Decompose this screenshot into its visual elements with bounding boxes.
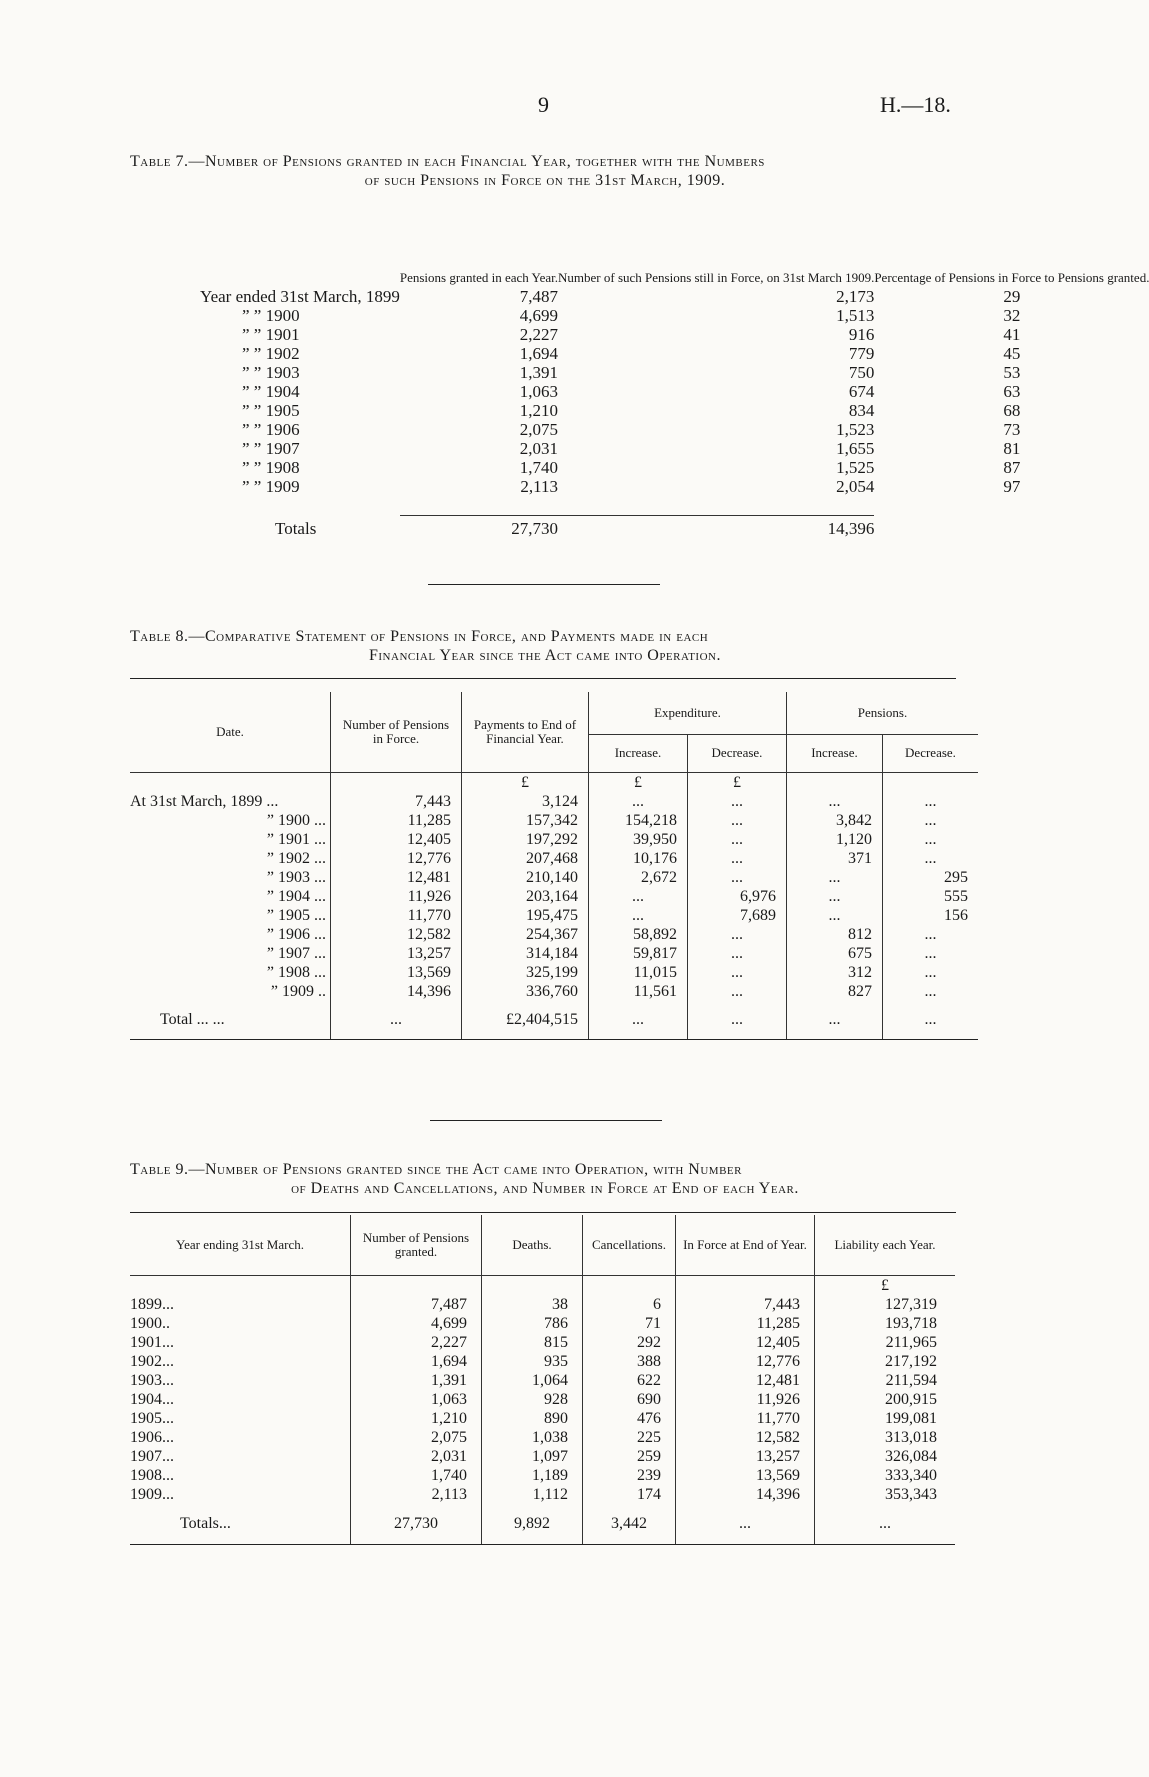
table7-row bbox=[200, 439, 1149, 458]
table8-exp-inc: ... bbox=[589, 792, 688, 811]
divider-rule bbox=[430, 1120, 662, 1121]
table8-exp-inc: 2,672 bbox=[589, 868, 688, 887]
table7-percentage: 97 bbox=[1003, 477, 1021, 496]
table7-year-label: Year ended 31st March, 1899 bbox=[200, 287, 400, 306]
table9-deaths: 786 bbox=[482, 1314, 583, 1333]
table7-percentage: 29 bbox=[1003, 287, 1021, 306]
table9-year: 1906... bbox=[130, 1428, 351, 1447]
table9-header-year: Year ending 31st March. bbox=[130, 1215, 351, 1276]
table8-exp-inc: 59,817 bbox=[589, 944, 688, 963]
table8-top-rule bbox=[130, 678, 956, 679]
table7-in-force: 916 bbox=[848, 325, 875, 344]
table8-pen-dec: ... bbox=[924, 926, 937, 943]
table9-year: 1909... bbox=[130, 1485, 351, 1504]
table9-liability: 127,319 bbox=[885, 1296, 937, 1313]
table7-row bbox=[200, 287, 1149, 306]
table8-exp-dec: ... bbox=[688, 925, 787, 944]
table7-year-label: ” ” 1903 bbox=[242, 363, 300, 382]
table8-date: ” 1902 ... bbox=[130, 849, 331, 868]
table9-year: 1908... bbox=[130, 1466, 351, 1485]
table9-totals-row bbox=[130, 1504, 955, 1544]
table9-totals-liability: ... bbox=[815, 1504, 956, 1544]
table8-row bbox=[130, 963, 978, 982]
table8-date: ” 1900 ... bbox=[130, 811, 331, 830]
table9-liability: 313,018 bbox=[885, 1429, 937, 1446]
table7-in-force: 1,655 bbox=[836, 439, 875, 458]
table8-pen-inc: ... bbox=[787, 906, 883, 925]
table9-in-force: 11,285 bbox=[676, 1314, 815, 1333]
table9-row bbox=[130, 1428, 955, 1447]
table8-row bbox=[130, 792, 978, 811]
table8-caption bbox=[130, 627, 960, 665]
table7-percentage: 63 bbox=[1003, 382, 1021, 401]
table9-cancellations: 292 bbox=[583, 1333, 676, 1352]
table9-year: 1901... bbox=[130, 1333, 351, 1352]
table8-header-pensions: Pensions. bbox=[787, 692, 979, 734]
table9-liability: 200,915 bbox=[885, 1391, 937, 1408]
table8-payments: 195,475 bbox=[462, 906, 589, 925]
table8-exp-dec: ... bbox=[688, 792, 787, 811]
table8-exp-dec: 7,689 bbox=[688, 906, 787, 925]
table8-row bbox=[130, 925, 978, 944]
table8-total-payments: £2,404,515 bbox=[462, 1001, 589, 1039]
table8-row bbox=[130, 887, 978, 906]
table7-row bbox=[200, 477, 1149, 496]
table9-liability: 211,965 bbox=[885, 1334, 937, 1351]
table8-payments: 210,140 bbox=[462, 868, 589, 887]
table8-exp-dec: ... bbox=[688, 830, 787, 849]
table9-granted: 1,063 bbox=[351, 1390, 482, 1409]
table8-payments: 254,367 bbox=[462, 925, 589, 944]
table7-caption-line2: of such Pensions in Force on the 31st March, 1909. bbox=[364, 172, 726, 189]
table8-row bbox=[130, 830, 978, 849]
table7-year-label: ” ” 1906 bbox=[242, 420, 300, 439]
table9-deaths: 815 bbox=[482, 1333, 583, 1352]
table9-cancellations: 239 bbox=[583, 1466, 676, 1485]
table8-number: 13,569 bbox=[331, 963, 462, 982]
table8-exp-inc: 11,561 bbox=[589, 982, 688, 1001]
document-reference: H.—18. bbox=[880, 92, 951, 117]
table7-in-force: 779 bbox=[848, 344, 875, 363]
table9-header-liability: Liability each Year. bbox=[815, 1215, 956, 1276]
table8-payments: 336,760 bbox=[462, 982, 589, 1001]
table9-in-force: 11,926 bbox=[676, 1390, 815, 1409]
table8-pen-inc: 1,120 bbox=[787, 830, 883, 849]
table7-header-percentage: Percentage of Pensions in Force to Pensions granted. bbox=[874, 270, 1149, 285]
table9-in-force: 12,481 bbox=[676, 1371, 815, 1390]
table9-liability: 193,718 bbox=[885, 1315, 937, 1332]
table7-percentage: 32 bbox=[1003, 306, 1021, 325]
table8-pen-dec: ... bbox=[924, 850, 937, 867]
table9-totals-in-force: ... bbox=[676, 1504, 815, 1544]
table7-percentage: 68 bbox=[1003, 401, 1021, 420]
table9-granted: 2,075 bbox=[351, 1428, 482, 1447]
table7-percentage: 87 bbox=[1003, 458, 1021, 477]
table9-cancellations: 6 bbox=[583, 1295, 676, 1314]
table9-year: 1899... bbox=[130, 1295, 351, 1314]
page-number: 9 bbox=[538, 92, 549, 117]
table8-exp-inc: 10,176 bbox=[589, 849, 688, 868]
table9-row bbox=[130, 1371, 955, 1390]
table7-year-label: ” ” 1907 bbox=[242, 439, 300, 458]
table9-in-force: 7,443 bbox=[676, 1295, 815, 1314]
table9-cancellations: 388 bbox=[583, 1352, 676, 1371]
table8-row bbox=[130, 849, 978, 868]
table7-percentage: 53 bbox=[1003, 363, 1021, 382]
table8-number: 12,776 bbox=[331, 849, 462, 868]
table8-exp-dec: 6,976 bbox=[688, 887, 787, 906]
table9 bbox=[130, 1215, 955, 1545]
table9-deaths: 38 bbox=[482, 1295, 583, 1314]
table9-deaths: 1,064 bbox=[482, 1371, 583, 1390]
table8-exp-inc: 154,218 bbox=[589, 811, 688, 830]
table7-caption-line1: Table 7.—Number of Pensions granted in each Financial Year, together with the Numbers bbox=[130, 153, 765, 170]
table9-cancellations: 174 bbox=[583, 1485, 676, 1504]
table9-liability: 211,594 bbox=[885, 1372, 937, 1389]
table9-deaths: 928 bbox=[482, 1390, 583, 1409]
table7-in-force: 674 bbox=[848, 382, 875, 401]
table8-header-pen-increase: Increase. bbox=[787, 734, 883, 772]
table7-granted: 2,031 bbox=[519, 439, 559, 458]
table9-deaths: 1,038 bbox=[482, 1428, 583, 1447]
table8-total-row bbox=[130, 1001, 978, 1039]
table8-exp-inc: ... bbox=[589, 887, 688, 906]
table9-cancellations: 690 bbox=[583, 1390, 676, 1409]
table9-year: 1905... bbox=[130, 1409, 351, 1428]
table8-number: 14,396 bbox=[331, 982, 462, 1001]
table9-caption bbox=[130, 1160, 960, 1198]
table9-granted: 7,487 bbox=[351, 1295, 482, 1314]
table7-year-label: ” ” 1908 bbox=[242, 458, 300, 477]
table7-granted: 2,227 bbox=[519, 325, 559, 344]
table8-date: ” 1901 ... bbox=[130, 830, 331, 849]
table8-exp-dec: ... bbox=[688, 944, 787, 963]
table8-pen-inc: 675 bbox=[787, 944, 883, 963]
table8-unit-exp-dec: £ bbox=[688, 772, 787, 792]
table8-payments: 203,164 bbox=[462, 887, 589, 906]
table7-in-force: 750 bbox=[848, 363, 875, 382]
table7-granted: 1,210 bbox=[519, 401, 559, 420]
table9-totals-granted: 27,730 bbox=[351, 1504, 482, 1544]
table7-row bbox=[200, 458, 1149, 477]
table8-number: 12,582 bbox=[331, 925, 462, 944]
table9-granted: 1,694 bbox=[351, 1352, 482, 1371]
table8-caption-line1: Table 8.—Comparative Statement of Pensions in Force, and Payments made in each bbox=[130, 628, 709, 645]
table9-deaths: 1,097 bbox=[482, 1447, 583, 1466]
table8-payments: 197,292 bbox=[462, 830, 589, 849]
table7-percentage: 45 bbox=[1003, 344, 1021, 363]
table9-liability: 326,084 bbox=[885, 1448, 937, 1465]
table9-totals-year: Totals... bbox=[130, 1504, 351, 1544]
table9-deaths: 935 bbox=[482, 1352, 583, 1371]
table9-granted: 4,699 bbox=[351, 1314, 482, 1333]
table8-pen-dec: 156 bbox=[944, 907, 968, 924]
table9-caption-line2: of Deaths and Cancellations, and Number in Force at End of each Year. bbox=[291, 1180, 799, 1197]
table7-caption bbox=[130, 152, 960, 190]
table8-pen-dec: 295 bbox=[944, 869, 968, 886]
table8-exp-dec: ... bbox=[688, 849, 787, 868]
table9-year: 1903... bbox=[130, 1371, 351, 1390]
table8-pen-dec: ... bbox=[924, 812, 937, 829]
table9-cancellations: 259 bbox=[583, 1447, 676, 1466]
table9-top-rule bbox=[130, 1212, 956, 1213]
table7-year-label: ” ” 1902 bbox=[242, 344, 300, 363]
table9-year: 1900.. bbox=[130, 1314, 351, 1333]
table9-in-force: 13,569 bbox=[676, 1466, 815, 1485]
table7-row bbox=[200, 420, 1149, 439]
table9-cancellations: 225 bbox=[583, 1428, 676, 1447]
table8-header-exp-decrease: Decrease. bbox=[688, 734, 787, 772]
table9-row bbox=[130, 1390, 955, 1409]
table8-date: ” 1909 .. bbox=[130, 982, 331, 1001]
table7-in-force: 1,525 bbox=[836, 458, 875, 477]
table7-totals-label: Totals bbox=[275, 519, 317, 538]
table9-granted: 1,391 bbox=[351, 1371, 482, 1390]
table9-cancellations: 476 bbox=[583, 1409, 676, 1428]
table8-payments: 314,184 bbox=[462, 944, 589, 963]
table7-granted: 7,487 bbox=[519, 287, 559, 306]
table7-percentage: 73 bbox=[1003, 420, 1021, 439]
table7-row bbox=[200, 401, 1149, 420]
table8-pen-dec: 555 bbox=[944, 888, 968, 905]
table8-pen-inc: ... bbox=[787, 887, 883, 906]
table8-pen-dec: ... bbox=[924, 831, 937, 848]
table7-in-force: 2,054 bbox=[836, 477, 875, 496]
table9-liability: 217,192 bbox=[885, 1353, 937, 1370]
table7-granted: 1,694 bbox=[519, 344, 559, 363]
table8-pen-dec: ... bbox=[924, 983, 937, 1000]
table7-granted: 2,113 bbox=[520, 477, 559, 496]
table8-pen-inc: ... bbox=[787, 868, 883, 887]
table9-in-force: 11,770 bbox=[676, 1409, 815, 1428]
table9-liability: 353,343 bbox=[885, 1486, 937, 1503]
table9-in-force: 12,405 bbox=[676, 1333, 815, 1352]
table8-payments: 157,342 bbox=[462, 811, 589, 830]
table7-totals-in-force: 14,396 bbox=[827, 519, 875, 539]
table7-percentage: 41 bbox=[1003, 325, 1021, 344]
table9-deaths: 1,112 bbox=[482, 1485, 583, 1504]
table8-exp-dec: ... bbox=[688, 982, 787, 1001]
table8-pen-inc: 312 bbox=[787, 963, 883, 982]
table9-year: 1902... bbox=[130, 1352, 351, 1371]
table8-unit-payments: £ bbox=[462, 772, 589, 792]
table9-in-force: 14,396 bbox=[676, 1485, 815, 1504]
table8-payments: 3,124 bbox=[462, 792, 589, 811]
table9-row bbox=[130, 1333, 955, 1352]
table9-row bbox=[130, 1314, 955, 1333]
table8-pen-inc: 371 bbox=[787, 849, 883, 868]
table8-row bbox=[130, 811, 978, 830]
table9-liability: 199,081 bbox=[885, 1410, 937, 1427]
table8-header-pen-decrease: Decrease. bbox=[883, 734, 979, 772]
table8-number: 12,405 bbox=[331, 830, 462, 849]
table9-granted: 2,227 bbox=[351, 1333, 482, 1352]
table8 bbox=[130, 692, 978, 1040]
table8-date: ” 1907 ... bbox=[130, 944, 331, 963]
table7-totals-granted: 27,730 bbox=[511, 519, 559, 539]
table8-date: ” 1903 ... bbox=[130, 868, 331, 887]
table7-in-force: 1,523 bbox=[836, 420, 875, 439]
table7-granted: 2,075 bbox=[519, 420, 559, 439]
table9-granted: 2,031 bbox=[351, 1447, 482, 1466]
table8-caption-line2: Financial Year since the Act came into Operation. bbox=[369, 647, 721, 664]
table9-in-force: 13,257 bbox=[676, 1447, 815, 1466]
table8-header-date: Date. bbox=[130, 692, 331, 772]
table8-number: 12,481 bbox=[331, 868, 462, 887]
table8-header-number: Number of Pensions in Force. bbox=[331, 692, 462, 772]
table7-totals-row bbox=[200, 516, 1149, 542]
table8-exp-dec: ... bbox=[688, 811, 787, 830]
table8-total-pen-dec: ... bbox=[883, 1001, 979, 1039]
table7-header-granted: Pensions granted in each Year. bbox=[399, 270, 559, 285]
table8-header-expenditure: Expenditure. bbox=[589, 692, 787, 734]
table8-exp-dec: ... bbox=[688, 963, 787, 982]
table9-liability: 333,340 bbox=[885, 1467, 937, 1484]
table9-year: 1904... bbox=[130, 1390, 351, 1409]
table7-row bbox=[200, 325, 1149, 344]
table9-granted: 1,740 bbox=[351, 1466, 482, 1485]
table7-year-label: ” ” 1900 bbox=[242, 306, 300, 325]
table9-totals-deaths: 9,892 bbox=[482, 1504, 583, 1544]
table8-number: 11,285 bbox=[331, 811, 462, 830]
table7-in-force: 1,513 bbox=[836, 306, 875, 325]
table7-in-force: 834 bbox=[848, 401, 875, 420]
table7-in-force: 2,173 bbox=[836, 287, 875, 306]
table8-date: ” 1906 ... bbox=[130, 925, 331, 944]
table7-year-label: ” ” 1909 bbox=[242, 477, 300, 496]
table8-pen-inc: 827 bbox=[787, 982, 883, 1001]
table8-row bbox=[130, 982, 978, 1001]
table8-date: ” 1904 ... bbox=[130, 887, 331, 906]
table9-deaths: 1,189 bbox=[482, 1466, 583, 1485]
divider-rule bbox=[428, 584, 660, 585]
table7-granted: 1,063 bbox=[519, 382, 559, 401]
table7-row bbox=[200, 382, 1149, 401]
table8-exp-inc: 39,950 bbox=[589, 830, 688, 849]
table8-total-exp-inc: ... bbox=[589, 1001, 688, 1039]
table8-payments: 207,468 bbox=[462, 849, 589, 868]
table9-in-force: 12,776 bbox=[676, 1352, 815, 1371]
table8-pen-dec: ... bbox=[924, 793, 937, 810]
table9-granted: 1,210 bbox=[351, 1409, 482, 1428]
table8-pen-dec: ... bbox=[924, 945, 937, 962]
table9-header-cancellations: Cancellations. bbox=[583, 1215, 676, 1276]
table9-header-deaths: Deaths. bbox=[482, 1215, 583, 1276]
table9-caption-line1: Table 9.—Number of Pensions granted since the Act came into Operation, with Number bbox=[130, 1161, 742, 1178]
table7-row bbox=[200, 306, 1149, 325]
table7-year-label: ” ” 1901 bbox=[242, 325, 300, 344]
table8-total-pen-inc: ... bbox=[787, 1001, 883, 1039]
table9-row bbox=[130, 1295, 955, 1314]
table7 bbox=[200, 209, 1149, 542]
table9-row bbox=[130, 1466, 955, 1485]
table9-row bbox=[130, 1485, 955, 1504]
table8-row bbox=[130, 944, 978, 963]
table8-payments: 325,199 bbox=[462, 963, 589, 982]
table8-header-exp-increase: Increase. bbox=[589, 734, 688, 772]
table9-granted: 2,113 bbox=[351, 1485, 482, 1504]
table9-cancellations: 622 bbox=[583, 1371, 676, 1390]
table9-totals-cancellations: 3,442 bbox=[583, 1504, 676, 1544]
table8-date: At 31st March, 1899 ... bbox=[130, 792, 331, 811]
table9-row bbox=[130, 1352, 955, 1371]
table7-year-label: ” ” 1905 bbox=[242, 401, 300, 420]
table9-header-in-force: In Force at End of Year. bbox=[676, 1215, 815, 1276]
table9-year: 1907... bbox=[130, 1447, 351, 1466]
table8-pen-dec: ... bbox=[924, 964, 937, 981]
table8-number: 13,257 bbox=[331, 944, 462, 963]
table7-header-in-force: Number of such Pensions still in Force, on 31st March 1909. bbox=[558, 270, 875, 285]
table8-number: 11,770 bbox=[331, 906, 462, 925]
table7-row bbox=[200, 344, 1149, 363]
table7-granted: 4,699 bbox=[519, 306, 559, 325]
table9-deaths: 890 bbox=[482, 1409, 583, 1428]
table9-unit-liability: £ bbox=[881, 1277, 889, 1294]
table8-total-number: ... bbox=[331, 1001, 462, 1039]
table7-granted: 1,740 bbox=[519, 458, 559, 477]
table9-cancellations: 71 bbox=[583, 1314, 676, 1333]
table7-granted: 1,391 bbox=[519, 363, 559, 382]
table8-row bbox=[130, 906, 978, 925]
table8-pen-inc: ... bbox=[787, 792, 883, 811]
table8-date: ” 1905 ... bbox=[130, 906, 331, 925]
table8-total-date: Total ... ... bbox=[130, 1001, 331, 1039]
table9-row bbox=[130, 1447, 955, 1466]
table8-header-payments: Payments to End of Financial Year. bbox=[462, 692, 589, 772]
table8-exp-inc: 11,015 bbox=[589, 963, 688, 982]
table9-header-granted: Number of Pensions granted. bbox=[351, 1215, 482, 1276]
table8-exp-inc: 58,892 bbox=[589, 925, 688, 944]
table8-number: 11,926 bbox=[331, 887, 462, 906]
table8-pen-inc: 3,842 bbox=[787, 811, 883, 830]
table8-exp-inc: ... bbox=[589, 906, 688, 925]
table7-percentage: 81 bbox=[1003, 439, 1021, 458]
table8-unit-exp-inc: £ bbox=[589, 772, 688, 792]
table9-in-force: 12,582 bbox=[676, 1428, 815, 1447]
table8-pen-inc: 812 bbox=[787, 925, 883, 944]
table8-row bbox=[130, 868, 978, 887]
table8-total-exp-dec: ... bbox=[688, 1001, 787, 1039]
table9-row bbox=[130, 1409, 955, 1428]
table7-year-label: ” ” 1904 bbox=[242, 382, 300, 401]
table8-number: 7,443 bbox=[331, 792, 462, 811]
table8-date: ” 1908 ... bbox=[130, 963, 331, 982]
table7-row bbox=[200, 363, 1149, 382]
table8-exp-dec: ... bbox=[688, 868, 787, 887]
